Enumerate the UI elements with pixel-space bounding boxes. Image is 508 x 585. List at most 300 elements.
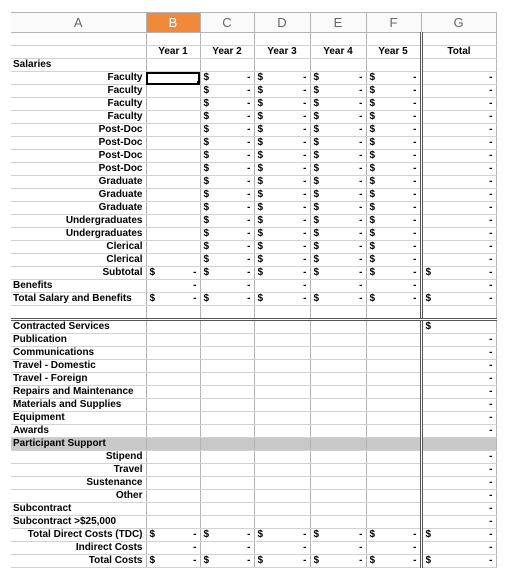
value-cell[interactable] <box>254 306 310 320</box>
value-cell[interactable] <box>310 529 366 542</box>
value-cell[interactable] <box>254 451 310 464</box>
value-cell[interactable] <box>421 189 496 202</box>
value-cell[interactable] <box>310 228 366 241</box>
value-cell[interactable] <box>146 59 200 72</box>
value-cell[interactable] <box>200 176 254 189</box>
row-label[interactable]: Travel - Domestic <box>11 360 146 373</box>
value-cell[interactable] <box>146 111 200 124</box>
currency-symbol: $ <box>257 137 264 148</box>
row-label[interactable]: Graduate <box>11 176 146 189</box>
value-cell[interactable] <box>366 306 421 320</box>
value-cell[interactable] <box>200 98 254 111</box>
value-cell[interactable] <box>146 267 200 280</box>
value-cell[interactable] <box>366 399 421 412</box>
value-cell[interactable] <box>200 386 254 399</box>
value-cell[interactable] <box>254 241 310 254</box>
column-header-g[interactable]: G <box>421 13 496 33</box>
value-cell[interactable] <box>146 124 200 137</box>
value-cell[interactable] <box>254 412 310 425</box>
value-cell[interactable] <box>146 176 200 189</box>
cell[interactable] <box>146 33 200 46</box>
year-header-6[interactable]: Total <box>421 46 496 59</box>
value-cell[interactable] <box>200 72 254 85</box>
value-cell[interactable] <box>366 542 421 555</box>
value-cell[interactable] <box>421 111 496 124</box>
value-cell[interactable] <box>146 72 200 85</box>
value-cell[interactable] <box>310 150 366 163</box>
value-cell[interactable] <box>366 451 421 464</box>
value-cell[interactable] <box>200 163 254 176</box>
value-cell[interactable] <box>421 347 496 360</box>
value-cell[interactable] <box>310 72 366 85</box>
value-cell[interactable] <box>421 320 496 334</box>
row-label[interactable]: Total Salary and Benefits <box>11 293 146 306</box>
row-label[interactable]: Subcontract >$25,000 <box>11 516 146 529</box>
value-cell[interactable] <box>310 516 366 529</box>
value-cell[interactable] <box>200 137 254 150</box>
value-cell[interactable] <box>366 412 421 425</box>
value-cell[interactable] <box>366 267 421 280</box>
value-cell[interactable] <box>254 516 310 529</box>
value-cell[interactable] <box>366 477 421 490</box>
value-cell[interactable] <box>366 373 421 386</box>
value-cell[interactable] <box>146 280 200 293</box>
value-cell[interactable] <box>310 306 366 320</box>
row-label[interactable]: Faculty <box>11 72 146 85</box>
value-cell[interactable] <box>146 373 200 386</box>
value-cell[interactable] <box>200 306 254 320</box>
value-cell[interactable] <box>146 293 200 306</box>
value-cell[interactable] <box>421 72 496 85</box>
value-cell[interactable] <box>254 228 310 241</box>
value-cell[interactable] <box>310 124 366 137</box>
value-cell[interactable] <box>254 293 310 306</box>
value-cell[interactable] <box>421 306 496 320</box>
value-cell[interactable] <box>366 293 421 306</box>
value-cell[interactable] <box>146 477 200 490</box>
value-cell[interactable] <box>366 163 421 176</box>
value-cell[interactable] <box>366 320 421 334</box>
value-cell[interactable] <box>254 98 310 111</box>
value-cell[interactable] <box>254 202 310 215</box>
value-cell[interactable] <box>310 137 366 150</box>
value-cell[interactable] <box>200 215 254 228</box>
row-label[interactable]: Subtotal <box>11 267 146 280</box>
value-cell[interactable] <box>310 189 366 202</box>
value-cell[interactable] <box>200 516 254 529</box>
value-cell[interactable] <box>310 347 366 360</box>
row-label[interactable]: Faculty <box>11 111 146 124</box>
row-label[interactable]: Post-Doc <box>11 124 146 137</box>
column-header-e[interactable]: E <box>310 13 366 33</box>
value-cell[interactable] <box>421 98 496 111</box>
value-cell[interactable] <box>366 386 421 399</box>
value-cell[interactable] <box>200 59 254 72</box>
value-cell[interactable] <box>254 347 310 360</box>
value-cell[interactable] <box>146 503 200 516</box>
value-cell[interactable] <box>200 111 254 124</box>
value-cell[interactable] <box>200 490 254 503</box>
value-cell[interactable] <box>254 267 310 280</box>
value-cell[interactable] <box>366 241 421 254</box>
value-cell[interactable] <box>254 163 310 176</box>
year-header-5[interactable]: Year 5 <box>366 46 421 59</box>
value-cell[interactable] <box>310 373 366 386</box>
value-cell[interactable] <box>310 111 366 124</box>
value-cell[interactable] <box>366 464 421 477</box>
value-cell[interactable] <box>200 320 254 334</box>
value-cell[interactable] <box>421 477 496 490</box>
cell[interactable] <box>366 33 421 46</box>
value-cell[interactable] <box>146 490 200 503</box>
value-cell[interactable] <box>366 72 421 85</box>
value-cell[interactable] <box>421 241 496 254</box>
value-cell[interactable] <box>366 254 421 267</box>
value-cell[interactable] <box>200 150 254 163</box>
value-cell[interactable] <box>200 280 254 293</box>
currency-symbol: $ <box>257 111 264 122</box>
row-label[interactable]: Participant Support <box>11 438 146 451</box>
value-cell[interactable] <box>310 202 366 215</box>
value-cell[interactable] <box>146 555 200 568</box>
value-cell[interactable] <box>310 490 366 503</box>
value-cell[interactable] <box>366 111 421 124</box>
value-cell[interactable] <box>200 267 254 280</box>
value-cell[interactable] <box>254 477 310 490</box>
year-header-1[interactable]: Year 1 <box>146 46 200 59</box>
value-cell[interactable] <box>254 503 310 516</box>
value-cell[interactable] <box>421 490 496 503</box>
value-cell[interactable] <box>310 464 366 477</box>
value-cell[interactable] <box>146 215 200 228</box>
cell[interactable] <box>421 33 496 46</box>
value-cell[interactable] <box>310 280 366 293</box>
value-cell[interactable] <box>310 386 366 399</box>
value-cell[interactable] <box>200 347 254 360</box>
value-cell[interactable] <box>200 425 254 438</box>
column-header-b[interactable]: B <box>146 13 200 33</box>
value-cell[interactable] <box>366 516 421 529</box>
value-cell[interactable] <box>200 451 254 464</box>
value-cell[interactable] <box>310 334 366 347</box>
cell[interactable] <box>200 33 254 46</box>
value-cell[interactable] <box>200 254 254 267</box>
value-cell[interactable] <box>146 85 200 98</box>
value-cell[interactable] <box>310 241 366 254</box>
value-cell[interactable] <box>200 412 254 425</box>
value-cell[interactable] <box>310 85 366 98</box>
row-label[interactable]: Repairs and Maintenance <box>11 386 146 399</box>
value-cell[interactable] <box>146 438 200 451</box>
value-cell[interactable] <box>421 254 496 267</box>
value-cell[interactable] <box>421 451 496 464</box>
row-label[interactable]: Faculty <box>11 85 146 98</box>
value-cell[interactable] <box>421 59 496 72</box>
row-label[interactable]: Awards <box>11 425 146 438</box>
value-cell[interactable] <box>200 477 254 490</box>
value-cell[interactable] <box>146 241 200 254</box>
row-label[interactable]: Stipend <box>11 451 146 464</box>
value-cell[interactable] <box>200 503 254 516</box>
value-cell[interactable] <box>421 542 496 555</box>
value-cell[interactable] <box>254 280 310 293</box>
value-cell[interactable] <box>421 438 496 451</box>
value-cell[interactable] <box>254 215 310 228</box>
value-cell[interactable] <box>366 490 421 503</box>
row-label[interactable]: Undergraduates <box>11 228 146 241</box>
value-cell[interactable] <box>200 529 254 542</box>
value-cell[interactable] <box>421 334 496 347</box>
empty-value: - <box>489 202 493 213</box>
row-label[interactable]: Post-Doc <box>11 150 146 163</box>
value-cell[interactable] <box>200 360 254 373</box>
value-cell[interactable] <box>421 228 496 241</box>
value-cell[interactable] <box>310 59 366 72</box>
value-cell[interactable] <box>421 267 496 280</box>
value-cell[interactable] <box>146 451 200 464</box>
value-cell[interactable] <box>146 412 200 425</box>
value-cell[interactable] <box>421 412 496 425</box>
value-cell[interactable] <box>146 228 200 241</box>
row-label[interactable]: Indirect Costs <box>11 542 146 555</box>
value-cell[interactable] <box>146 254 200 267</box>
table-row <box>11 124 496 137</box>
value-cell[interactable] <box>254 137 310 150</box>
value-cell[interactable] <box>200 399 254 412</box>
value-cell[interactable] <box>146 360 200 373</box>
row-label[interactable]: Equipment <box>11 412 146 425</box>
value-cell[interactable] <box>421 202 496 215</box>
value-cell[interactable] <box>200 438 254 451</box>
value-cell[interactable] <box>310 293 366 306</box>
value-cell[interactable] <box>310 542 366 555</box>
value-cell[interactable] <box>421 386 496 399</box>
value-cell[interactable] <box>254 438 310 451</box>
value-cell[interactable] <box>421 399 496 412</box>
value-cell[interactable] <box>421 150 496 163</box>
value-cell[interactable] <box>310 176 366 189</box>
row-label[interactable]: Graduate <box>11 189 146 202</box>
column-header-a[interactable]: A <box>11 13 146 33</box>
value-cell[interactable] <box>421 85 496 98</box>
empty-value: - <box>247 202 251 213</box>
value-cell[interactable] <box>146 306 200 320</box>
value-cell[interactable] <box>146 334 200 347</box>
value-cell[interactable] <box>146 202 200 215</box>
value-cell[interactable] <box>421 124 496 137</box>
cell[interactable] <box>254 33 310 46</box>
row-label[interactable]: Clerical <box>11 241 146 254</box>
value-cell[interactable] <box>146 542 200 555</box>
value-cell[interactable] <box>366 215 421 228</box>
value-cell[interactable] <box>146 137 200 150</box>
value-cell[interactable] <box>254 360 310 373</box>
row-label[interactable]: Clerical <box>11 254 146 267</box>
value-cell[interactable] <box>200 373 254 386</box>
value-cell[interactable] <box>366 85 421 98</box>
value-cell[interactable] <box>254 373 310 386</box>
value-cell[interactable] <box>200 542 254 555</box>
row-label[interactable]: Publication <box>11 334 146 347</box>
value-cell[interactable] <box>200 555 254 568</box>
value-cell[interactable] <box>146 150 200 163</box>
value-cell[interactable] <box>254 542 310 555</box>
row-label[interactable]: Total Direct Costs (TDC) <box>11 529 146 542</box>
cell[interactable] <box>11 46 146 59</box>
row-label[interactable]: Graduate <box>11 202 146 215</box>
value-cell[interactable] <box>366 503 421 516</box>
value-cell[interactable] <box>366 189 421 202</box>
row-label[interactable]: Total Costs <box>11 555 146 568</box>
value-cell[interactable] <box>254 464 310 477</box>
value-cell[interactable] <box>146 189 200 202</box>
row-label[interactable] <box>11 306 146 320</box>
value-cell[interactable] <box>421 425 496 438</box>
value-cell[interactable] <box>310 163 366 176</box>
value-cell[interactable] <box>200 228 254 241</box>
value-cell[interactable] <box>421 293 496 306</box>
value-cell[interactable] <box>421 503 496 516</box>
value-cell[interactable] <box>200 85 254 98</box>
row-label[interactable]: Undergraduates <box>11 215 146 228</box>
value-cell[interactable] <box>366 228 421 241</box>
value-cell[interactable] <box>254 254 310 267</box>
value-cell[interactable] <box>366 124 421 137</box>
value-cell[interactable] <box>366 438 421 451</box>
value-cell[interactable] <box>254 490 310 503</box>
value-cell[interactable] <box>421 516 496 529</box>
value-cell[interactable] <box>254 111 310 124</box>
year-header-2[interactable]: Year 2 <box>200 46 254 59</box>
value-cell[interactable] <box>366 202 421 215</box>
value-cell[interactable] <box>310 451 366 464</box>
cell[interactable] <box>11 33 146 46</box>
value-cell[interactable] <box>146 516 200 529</box>
row-label[interactable]: Benefits <box>11 280 146 293</box>
value-cell[interactable] <box>366 360 421 373</box>
value-cell[interactable] <box>146 347 200 360</box>
year-header-3[interactable]: Year 3 <box>254 46 310 59</box>
value-cell[interactable] <box>254 529 310 542</box>
value-cell[interactable] <box>310 477 366 490</box>
value-cell[interactable] <box>310 215 366 228</box>
value-cell[interactable] <box>200 293 254 306</box>
row-label[interactable]: Materials and Supplies <box>11 399 146 412</box>
value-cell[interactable] <box>421 163 496 176</box>
value-cell[interactable] <box>254 124 310 137</box>
value-cell[interactable] <box>366 176 421 189</box>
value-cell[interactable] <box>310 254 366 267</box>
value-cell[interactable] <box>200 241 254 254</box>
value-cell[interactable] <box>254 320 310 334</box>
value-cell[interactable] <box>310 412 366 425</box>
value-cell[interactable] <box>254 334 310 347</box>
value-cell[interactable] <box>310 399 366 412</box>
row-label[interactable]: Post-Doc <box>11 163 146 176</box>
value-cell[interactable] <box>146 425 200 438</box>
value-cell[interactable] <box>366 150 421 163</box>
value-cell[interactable] <box>146 320 200 334</box>
row-label[interactable]: Sustenance <box>11 477 146 490</box>
row-label[interactable]: Travel - Foreign <box>11 373 146 386</box>
column-header-d[interactable]: D <box>254 13 310 33</box>
value-cell[interactable] <box>254 150 310 163</box>
value-cell[interactable] <box>200 189 254 202</box>
value-cell[interactable] <box>421 137 496 150</box>
empty-value: - <box>413 542 417 553</box>
value-cell[interactable] <box>146 529 200 542</box>
row-label[interactable]: Contracted Services <box>11 320 146 334</box>
value-cell[interactable] <box>254 399 310 412</box>
value-cell[interactable] <box>146 163 200 176</box>
row-label[interactable]: Subcontract <box>11 503 146 516</box>
value-cell[interactable] <box>366 529 421 542</box>
value-cell[interactable] <box>200 124 254 137</box>
value-cell[interactable] <box>366 280 421 293</box>
value-cell[interactable] <box>421 176 496 189</box>
value-cell[interactable] <box>146 399 200 412</box>
column-header-f[interactable]: F <box>366 13 421 33</box>
value-cell[interactable] <box>310 320 366 334</box>
value-cell[interactable] <box>421 360 496 373</box>
row-label[interactable]: Other <box>11 490 146 503</box>
row-label[interactable]: Faculty <box>11 98 146 111</box>
row-label[interactable]: Travel <box>11 464 146 477</box>
value-cell[interactable] <box>421 464 496 477</box>
row-label[interactable]: Salaries <box>11 59 146 72</box>
value-cell[interactable] <box>200 464 254 477</box>
row-label[interactable]: Post-Doc <box>11 137 146 150</box>
value-cell[interactable] <box>200 334 254 347</box>
value-cell[interactable] <box>254 176 310 189</box>
column-header-c[interactable]: C <box>200 13 254 33</box>
value-cell[interactable] <box>310 425 366 438</box>
value-cell[interactable] <box>421 529 496 542</box>
value-cell[interactable] <box>366 347 421 360</box>
value-cell[interactable] <box>310 555 366 568</box>
value-cell[interactable] <box>254 85 310 98</box>
value-cell[interactable] <box>366 98 421 111</box>
cell[interactable] <box>310 33 366 46</box>
value-cell[interactable] <box>421 215 496 228</box>
value-cell[interactable] <box>366 425 421 438</box>
value-cell[interactable] <box>310 438 366 451</box>
value-cell[interactable] <box>366 334 421 347</box>
value-cell[interactable] <box>366 137 421 150</box>
value-cell[interactable] <box>146 464 200 477</box>
value-cell[interactable] <box>366 59 421 72</box>
value-cell[interactable] <box>254 425 310 438</box>
value-cell[interactable] <box>421 373 496 386</box>
value-cell[interactable] <box>254 189 310 202</box>
value-cell[interactable] <box>146 98 200 111</box>
year-header-4[interactable]: Year 4 <box>310 46 366 59</box>
value-cell[interactable] <box>310 503 366 516</box>
value-cell[interactable] <box>254 386 310 399</box>
value-cell[interactable] <box>366 555 421 568</box>
value-cell[interactable] <box>310 98 366 111</box>
value-cell[interactable] <box>146 386 200 399</box>
value-cell[interactable] <box>254 59 310 72</box>
value-cell[interactable] <box>200 202 254 215</box>
value-cell[interactable] <box>254 72 310 85</box>
row-label[interactable]: Communications <box>11 347 146 360</box>
value-cell[interactable] <box>310 360 366 373</box>
value-cell[interactable] <box>421 555 496 568</box>
value-cell[interactable] <box>254 555 310 568</box>
value-cell[interactable] <box>421 280 496 293</box>
value-cell[interactable] <box>310 267 366 280</box>
